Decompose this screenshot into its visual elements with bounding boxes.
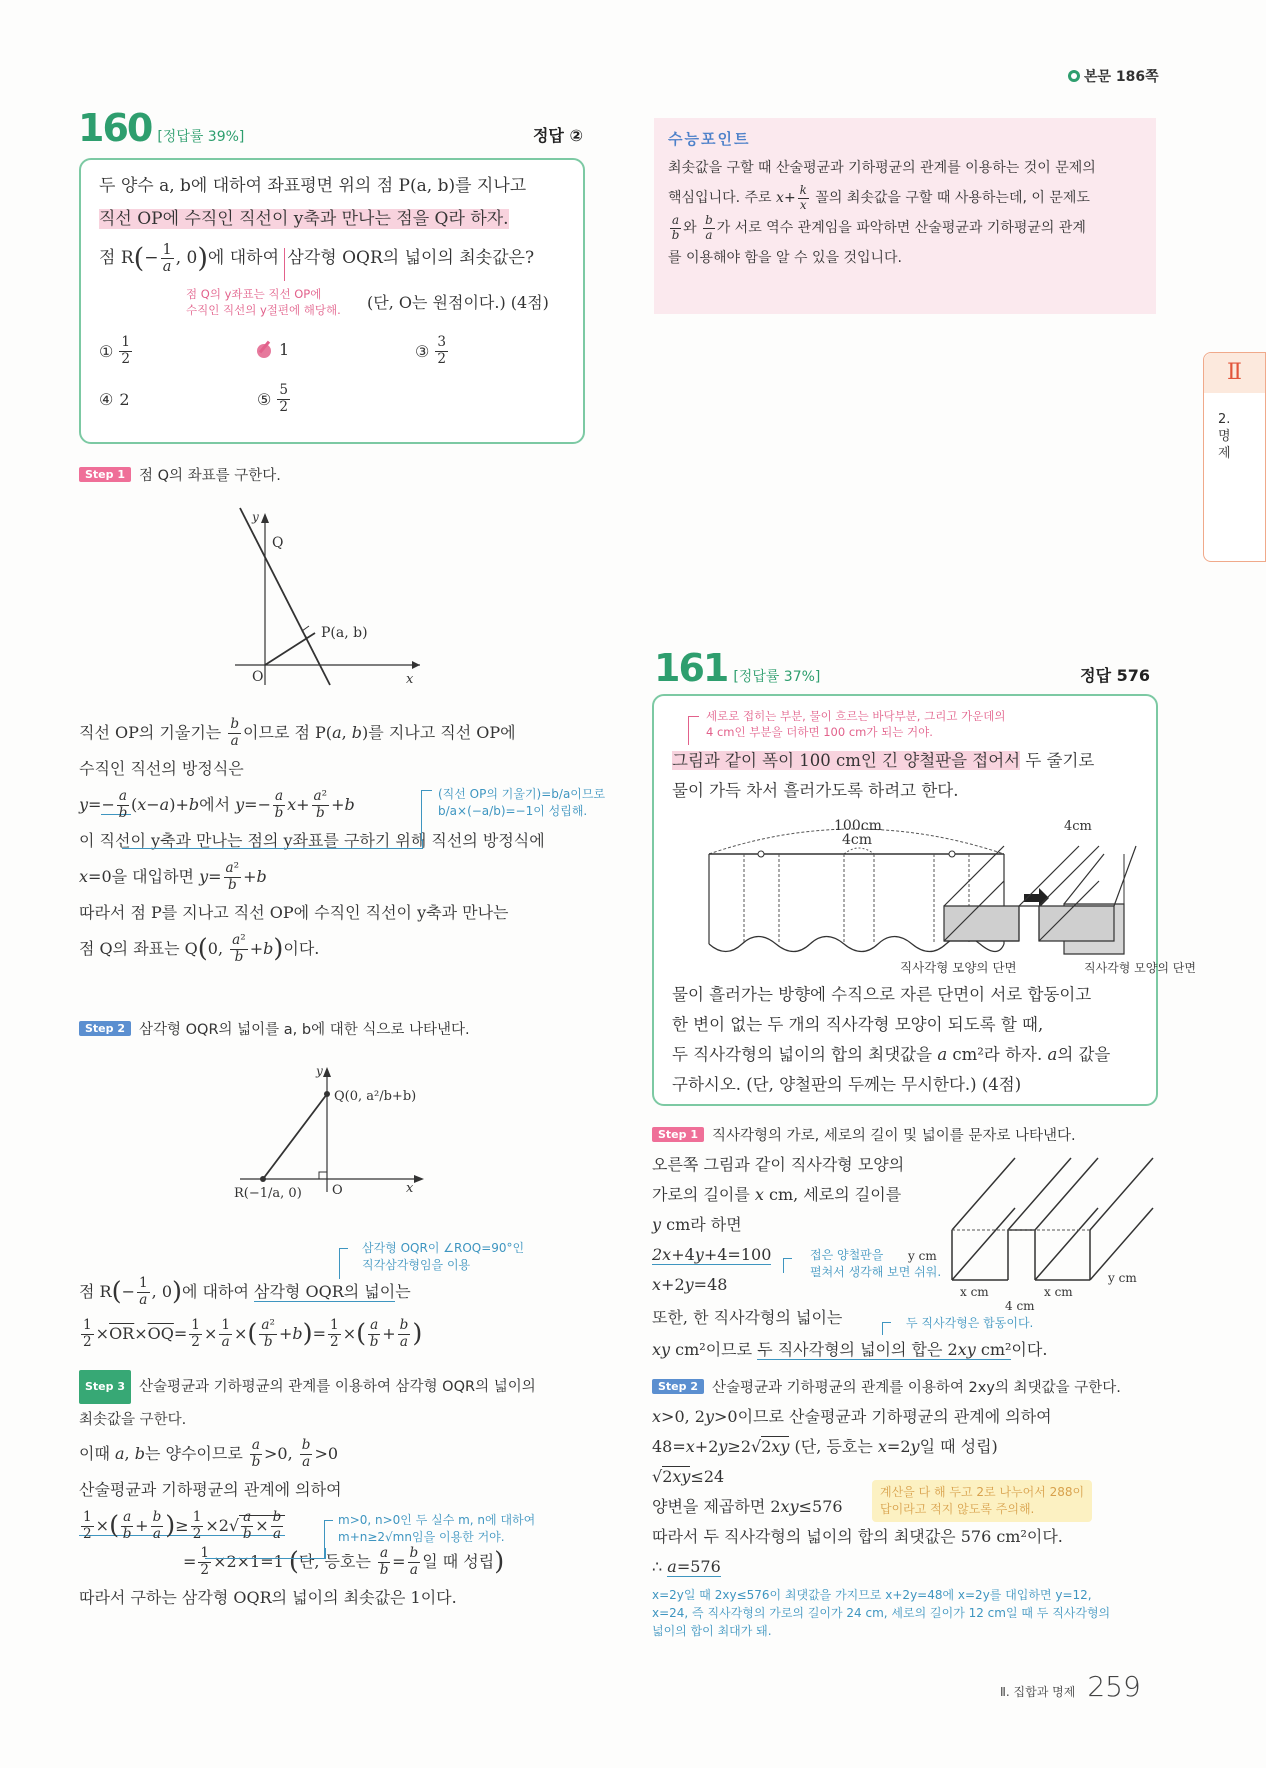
figure-triangle-oqr	[230, 1062, 470, 1201]
point-line: 핵심입니다. 주로 x+ $\frac{k}{x}$ 꼴의 최솟값을 구할 때 사용하는데, 이 문제도	[668, 182, 1090, 212]
final-answer: ∴ a=576	[652, 1557, 721, 1576]
section-char: 명	[1218, 429, 1231, 444]
equation-line: $\frac{1}{2}$ $\times\overline{OR}\times\overline{OQ}=$ $\frac{1}{2}$ × $\frac{1}{a}$ ×( $\frac{\text{a²}}{b}$ +b)= $\frac{1}{2}$ ×( $\frac{a}{b}$ + $\frac{b}{a}$ )	[83, 1317, 423, 1350]
body-line: xy cm²이므로 두 직사각형의 넓이의 합은 2xy cm²이다.	[652, 1340, 1048, 1359]
step-badge: Step 2	[652, 1379, 704, 1394]
blue-connector-up	[882, 1322, 891, 1335]
section-label	[1204, 393, 1265, 462]
body-line: y cm라 하면	[652, 1215, 742, 1234]
point-line: $\frac{a}{b}$ 와 $\frac{b}{a}$ 가 서로 역수 관계임을 파악하면 산술평균과 기하평균의 관계	[671, 212, 1086, 242]
svg-text:x: x	[406, 672, 414, 687]
step-title-cont: 최솟값을 구한다.	[79, 1412, 187, 1428]
problem-161-question-box	[652, 694, 1196, 1106]
hint-note-blue: 두 직사각형은 합동이다.	[906, 1316, 1034, 1330]
step-3-heading	[79, 1370, 639, 1436]
body-line: 산술평균과 기하평균의 관계에 의하여	[79, 1480, 342, 1499]
equation-line: 48=x+2y≥2√2xy (단, 등호는 x=2y일 때 성립)	[652, 1437, 998, 1456]
note-line: (직선 OP의 기울기)=b/a이므로	[438, 787, 606, 801]
body-line: 이때 a, b는 양수이므로 $\frac{a}{b}$ >0, $\frac{b}{a}$ >0	[79, 1437, 339, 1470]
step-1-body-161-cont	[652, 1302, 1162, 1366]
step-2-body	[79, 1274, 639, 1352]
text: 점 R	[99, 248, 134, 268]
equation-line: x=0을 대입하면 y= $\frac{\text{a²}}{b}$ +b	[79, 860, 267, 893]
svg-text:4cm: 4cm	[842, 832, 873, 848]
step-title: 삼각형 OQR의 넓이를 a, b에 대한 식으로 나타낸다.	[139, 1022, 470, 1038]
point-line: 최솟값을 구할 때 산술평균과 기하평균의 관계를 이용하는 것이 문제의	[668, 160, 1096, 176]
question-line: 한 변이 없는 두 개의 직사각형 모양이 되도록 할 때,	[672, 1015, 1044, 1034]
check-mark-icon	[257, 342, 273, 358]
body-line: 따라서 점 P를 지나고 직선 OP에 수직인 직선이 y축과 만나는	[79, 903, 509, 922]
step-badge: Step 1	[79, 467, 131, 482]
problem-160-question-box	[79, 158, 585, 444]
note-line: 넓이의 합이 최대가 돼.	[652, 1624, 772, 1638]
note-line: 답이라고 적지 않도록 주의해.	[880, 1502, 1035, 1516]
problem-number: 160	[78, 106, 152, 150]
svg-text:4cm: 4cm	[1064, 819, 1092, 834]
blue-connector-up	[324, 1520, 333, 1559]
note-line: 4 cm인 부분을 더하면 100 cm가 되는 거야.	[706, 725, 933, 739]
body-line: 점 Q의 좌표는 Q(0, $\frac{\text{a²}}{b}$ +b)이다.	[79, 932, 320, 965]
step-1-heading-161	[652, 1124, 1076, 1145]
equation-line: 양변을 제곱하면 2xy≤576	[652, 1497, 843, 1516]
question-line: 물이 가득 차서 흘러가도록 하려고 한다.	[672, 781, 959, 800]
point-title: 수능포인트	[668, 130, 751, 148]
svg-text:x cm: x cm	[1044, 1285, 1073, 1299]
body-line: 또한, 한 직사각형의 넓이는	[652, 1308, 843, 1327]
svg-text:O: O	[252, 669, 264, 685]
blue-connector-line	[122, 840, 423, 849]
step-badge: Step 1	[652, 1127, 704, 1142]
choice-value: 1	[279, 340, 290, 359]
svg-text:x cm: x cm	[960, 1285, 989, 1299]
point-text	[668, 153, 1142, 273]
warning-note	[872, 1480, 1092, 1522]
svg-text:R(−1/a, 0): R(−1/a, 0)	[234, 1186, 302, 1201]
note-line: 접은 양철판을	[810, 1248, 884, 1262]
problem-160-header	[78, 106, 583, 150]
choice-value: 2	[119, 390, 130, 409]
body-line: 따라서 구하는 삼각형 OQR의 넓이의 최솟값은 1이다.	[79, 1588, 457, 1607]
text: 삼각형 OQR의 넓이의 최솟값은?	[284, 248, 534, 268]
svg-text:y: y	[252, 510, 259, 524]
figure-gutter-3d	[924, 816, 1144, 956]
correct-rate: [정답률 37%]	[733, 669, 821, 685]
text: 두 줄기로	[1020, 751, 1095, 770]
step-title: 산술평균과 기하평균의 관계를 이용하여 2xy의 최댓값을 구한다.	[712, 1380, 1121, 1396]
question-condition: (단, O는 원점이다.) (4점)	[367, 293, 549, 312]
page-footer	[1000, 1670, 1141, 1703]
note-line: 펼쳐서 생각해 보면 쉬워.	[810, 1265, 942, 1279]
problem-161-header	[654, 646, 1150, 690]
step-1-heading	[79, 464, 281, 485]
svg-text:Q(0, a²/b+b): Q(0, a²/b+b)	[334, 1089, 417, 1104]
choice-mark: ③	[415, 341, 430, 361]
body-line: 오른쪽 그림과 같이 직사각형 모양의	[652, 1155, 905, 1174]
question-text-top	[672, 746, 1142, 806]
svg-text:Q: Q	[272, 535, 284, 551]
body-line: 따라서 두 직사각형의 넓이의 합의 최댓값은 576 cm²이다.	[652, 1527, 1063, 1546]
blue-connector-up	[783, 1258, 792, 1273]
pink-connector	[688, 716, 699, 745]
problem-number: 161	[654, 646, 728, 690]
svg-text:y cm: y cm	[908, 1249, 937, 1263]
hint-note-blue	[438, 786, 605, 820]
step-title: 점 Q의 좌표를 구한다.	[139, 468, 281, 484]
note-line: m>0, n>0인 두 실수 m, n에 대하여	[338, 1513, 536, 1527]
equation-line: x>0, 2y>0이므로 산술평균과 기하평균의 관계에 의하여	[652, 1407, 1052, 1426]
chapter-side-tab[interactable]	[1203, 352, 1266, 562]
note-line: 점 Q의 y좌표는 직선 OP에	[186, 287, 322, 301]
step-badge: Step 2	[79, 1021, 131, 1036]
blue-connector-up	[421, 790, 432, 841]
choice-1[interactable]: ① $\frac{1}{2}$	[99, 334, 130, 367]
circle-arrow-icon	[1068, 70, 1080, 82]
choice-2-selected[interactable]	[257, 340, 289, 359]
figure-gutter-dimensions	[908, 1150, 1160, 1313]
choice-4[interactable]	[99, 390, 130, 409]
pink-arrow-line	[284, 255, 285, 281]
choice-5[interactable]: ⑤ $\frac{5}{2}$	[257, 382, 288, 415]
question-line: 두 양수 a, b에 대하여 좌표평면 위의 점 P(a, b)를 지나고	[99, 176, 527, 196]
equation-line: x+2y=48	[652, 1275, 728, 1294]
suneung-point-box	[654, 118, 1156, 314]
body-line: 가로의 길이를 x cm, 세로의 길이를	[652, 1185, 902, 1204]
question-line: 물이 흘러가는 방향에 수직으로 자른 단면이 서로 합동이고	[672, 985, 1092, 1004]
step-badge: Step 3	[79, 1370, 131, 1404]
point-line: 를 이용해야 함을 알 수 있을 것입니다.	[668, 250, 903, 266]
question-line-highlight	[99, 203, 569, 236]
svg-text:y cm: y cm	[1108, 1271, 1137, 1285]
question-line: 점 R(− $\frac{1}{a}$ , 0)에 대하여 삼각형 OQR의 넓이의 최솟값은?	[99, 241, 535, 275]
hint-note-pink	[706, 708, 1006, 740]
svg-text:O: O	[332, 1183, 343, 1198]
svg-text:직사각형 모양의 단면: 직사각형 모양의 단면	[1084, 961, 1196, 975]
body-line: 점 R(− $\frac{1}{a}$ , 0)에 대하여 삼각형 OQR의 넓이는	[79, 1275, 411, 1308]
equation-line: y=− $\frac{a}{b}$ (x−a)+b에서 y=− $\frac{a}{b}$ x+ $\frac{\text{a²}}{b}$ +b	[79, 788, 355, 821]
note-line: x=24, 즉 직사각형의 가로의 길이가 24 cm, 세로의 길이가 12 cm일 때 두 직사각형의	[652, 1606, 1111, 1620]
equation-line: 2x+4y+4=100	[652, 1245, 772, 1264]
note-line: 세로로 접히는 부분, 물이 흐르는 바닥부분, 그리고 가운데의	[706, 709, 1006, 723]
figure-perpendicular-line	[230, 505, 430, 685]
step-2-heading-161	[652, 1376, 1121, 1397]
highlighted-text: 그림과 같이 폭이 100 cm인 긴 양철판을 접어서	[672, 751, 1021, 770]
choice-mark: ①	[99, 341, 114, 361]
step-title: 직사각형의 가로, 세로의 길이 및 넓이를 문자로 나타낸다.	[712, 1128, 1076, 1144]
question-line: 구하시오. (단, 양철판의 두께는 무시한다.) (4점)	[672, 1075, 1022, 1094]
svg-text:x: x	[406, 1181, 414, 1196]
note-line: 계산을 다 해 두고 2로 나누어서 288이	[880, 1485, 1085, 1499]
choice-mark: ④	[99, 390, 114, 409]
svg-text:P(a, b): P(a, b)	[321, 625, 368, 641]
answer-label: 정답 576	[1080, 666, 1150, 685]
section-char: 제	[1218, 446, 1231, 461]
question-line: 두 직사각형의 넓이의 합의 최댓값을 a cm²라 하자. a의 값을	[672, 1045, 1111, 1064]
question-text-bottom	[672, 980, 1147, 1100]
step-title: 산술평균과 기하평균의 관계를 이용하여 삼각형 OQR의 넓이의	[139, 1379, 536, 1395]
hint-note-blue	[362, 1240, 524, 1274]
footer-chapter: Ⅱ. 집합과 명제	[1000, 1685, 1076, 1699]
equation-line: = $\frac{1}{2}$ ×2×1=1 (단, 등호는 $\frac{a}{b}$ = $\frac{b}{a}$ 일 때 성립)	[183, 1545, 505, 1578]
note-line: 수직인 직선의 y절편에 해당해.	[186, 303, 341, 317]
chapter-tab-header: Ⅱ	[1204, 353, 1265, 393]
blue-connector-line	[205, 1548, 326, 1559]
svg-text:4 cm: 4 cm	[1005, 1299, 1035, 1313]
body-line: 이 직선이 y축과 만나는 점의 y좌표를 구하기 위해 직선의 방정식에	[79, 831, 545, 850]
equation-line: $\frac{1}{2}$ ×( $\frac{a}{b}$ + $\frac{b}{a}$ )≥ $\frac{1}{2}$ ×2√ $\frac{a}{b}$ × $\frac{b}{a}$	[79, 1508, 639, 1544]
body-line: 수직인 직선의 방정식은	[79, 759, 244, 778]
step-2-heading	[79, 1018, 470, 1039]
highlighted-text: 직선 OP에 수직인 직선이 y축과 만나는 점을 Q라 하자.	[99, 209, 509, 229]
hint-note-blue	[338, 1512, 535, 1546]
equation-line: √2xy≤24	[652, 1467, 725, 1486]
note-line: m+n≥2√mn임을 이용한 거야.	[338, 1530, 505, 1544]
question-line	[672, 746, 1142, 776]
page-number: 259	[1087, 1670, 1141, 1703]
page-reference-label: 본문 186쪽	[1084, 69, 1159, 85]
text: 에 대하여	[207, 248, 280, 268]
svg-text:100cm: 100cm	[834, 818, 882, 834]
answer-label: 정답 ②	[532, 126, 583, 145]
page-reference	[1068, 66, 1159, 86]
body-line: 직선 OP의 기울기는 $\frac{b}{a}$ 이므로 점 P(a, b)를 지나고 직선 OP에	[79, 716, 516, 749]
section-number: 2.	[1218, 412, 1231, 427]
final-explanation-note	[652, 1586, 1162, 1640]
note-line: 삼각형 OQR이 ∠ROQ=90°인	[362, 1241, 525, 1255]
hint-note-pink	[186, 286, 341, 318]
correct-rate: [정답률 39%]	[157, 129, 245, 145]
note-line: b/a×(−a/b)=−1이 성립해.	[438, 804, 588, 818]
note-line: 직각삼각형임을 이용	[362, 1258, 471, 1272]
note-line: x=2y일 때 2xy≤576이 최댓값을 가지므로 x+2y=48에 x=2y를 대입하면 y=12,	[652, 1588, 1092, 1602]
svg-text:y: y	[316, 1064, 323, 1078]
caption-label: 직사각형 모양의 단면	[900, 960, 1017, 975]
choice-3[interactable]: ③ $\frac{3}{2}$	[415, 334, 446, 367]
choice-mark: ⑤	[257, 389, 272, 409]
